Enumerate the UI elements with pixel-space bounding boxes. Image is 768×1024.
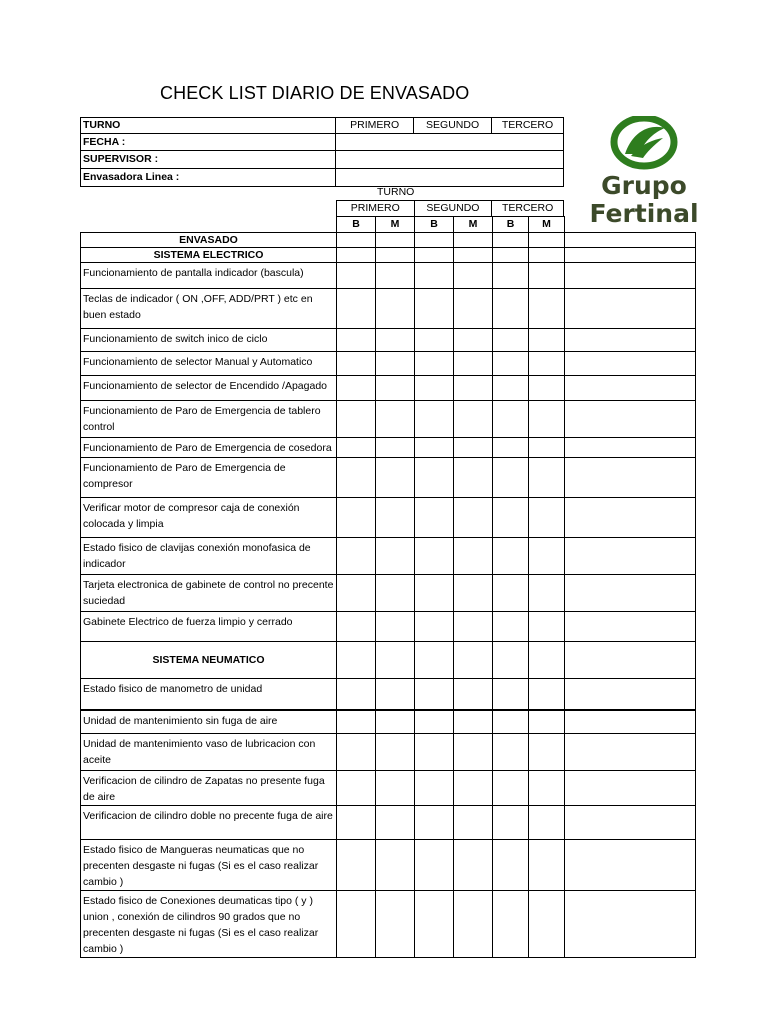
- check-cell[interactable]: [337, 498, 376, 538]
- check-cell[interactable]: [454, 498, 493, 538]
- check-cell[interactable]: [454, 710, 493, 734]
- check-cell[interactable]: [454, 263, 493, 289]
- check-cell[interactable]: [337, 679, 376, 710]
- table-row: [81, 612, 696, 642]
- check-cell[interactable]: [337, 734, 376, 771]
- check-cell[interactable]: [493, 498, 529, 538]
- check-cell[interactable]: [376, 498, 415, 538]
- check-cell[interactable]: [376, 806, 415, 840]
- check-cell[interactable]: [337, 575, 376, 612]
- check-cell[interactable]: [415, 710, 454, 734]
- table-row: [81, 679, 696, 710]
- shift-header-table: [336, 200, 564, 217]
- check-cell[interactable]: [493, 734, 529, 771]
- check-cell[interactable]: [454, 806, 493, 840]
- page-title: CHECK LIST DIARIO DE ENVASADO: [160, 83, 470, 103]
- col-b: B: [415, 217, 454, 233]
- fecha-field[interactable]: [336, 134, 564, 151]
- check-cell[interactable]: [529, 289, 565, 329]
- shift-segundo: SEGUNDO: [414, 118, 492, 134]
- check-cell[interactable]: [493, 575, 529, 612]
- header-table: [80, 117, 564, 187]
- checklist-item-label: Funcionamiento de selector de Encendido /Apagado: [81, 376, 337, 401]
- checklist-table: [80, 216, 696, 958]
- check-cell[interactable]: [454, 376, 493, 401]
- col-b: B: [493, 217, 529, 233]
- check-cell[interactable]: [454, 612, 493, 642]
- shift-tercero-2: TERCERO: [492, 201, 564, 217]
- table-row: [81, 263, 696, 289]
- check-cell[interactable]: [337, 438, 376, 458]
- check-cell[interactable]: [493, 679, 529, 710]
- check-cell[interactable]: [529, 806, 565, 840]
- table-row: [81, 891, 696, 958]
- table-row: [81, 575, 696, 612]
- check-cell[interactable]: [415, 612, 454, 642]
- check-cell[interactable]: [454, 734, 493, 771]
- checklist-item-label: Funcionamiento de Paro de Emergencia de tablero control: [81, 401, 337, 438]
- notes-cell[interactable]: [565, 710, 696, 734]
- envasadora-field[interactable]: [336, 169, 564, 187]
- check-cell[interactable]: [415, 891, 454, 958]
- checklist-item-label: Verificacion de cilindro de Zapatas no presente fuga de aire: [81, 771, 337, 806]
- checklist-item-label: Tarjeta electronica de gabinete de control no precente suciedad: [81, 575, 337, 612]
- table-row: [81, 376, 696, 401]
- shift-primero: PRIMERO: [336, 118, 414, 134]
- check-cell[interactable]: [376, 538, 415, 575]
- check-cell[interactable]: [337, 612, 376, 642]
- table-row: [81, 840, 696, 891]
- check-cell[interactable]: [337, 840, 376, 891]
- check-cell[interactable]: [337, 329, 376, 352]
- check-cell[interactable]: [415, 679, 454, 710]
- check-cell[interactable]: [529, 401, 565, 438]
- table-row: [81, 438, 696, 458]
- notes-cell[interactable]: [565, 771, 696, 806]
- check-cell[interactable]: [454, 329, 493, 352]
- check-cell[interactable]: [454, 458, 493, 498]
- check-cell[interactable]: [337, 376, 376, 401]
- check-cell[interactable]: [337, 891, 376, 958]
- check-cell[interactable]: [337, 458, 376, 498]
- check-cell[interactable]: [529, 679, 565, 710]
- check-cell[interactable]: [454, 840, 493, 891]
- checklist-item-label: Funcionamiento de selector Manual y Automatico: [81, 352, 337, 376]
- col-b: B: [337, 217, 376, 233]
- check-cell[interactable]: [529, 612, 565, 642]
- check-cell[interactable]: [337, 401, 376, 438]
- notes-cell[interactable]: [565, 575, 696, 612]
- check-cell[interactable]: [493, 376, 529, 401]
- checklist-item-label: Estado fisico de Conexiones deumaticas tipo ( y ) union , conexión de cilindros 90 grados que no precenten desgaste ni fugas (Si es el caso realizar cambio ): [81, 891, 337, 958]
- check-cell[interactable]: [376, 679, 415, 710]
- check-cell[interactable]: [493, 771, 529, 806]
- check-cell[interactable]: [415, 498, 454, 538]
- check-cell[interactable]: [337, 263, 376, 289]
- check-cell[interactable]: [376, 329, 415, 352]
- check-cell[interactable]: [529, 771, 565, 806]
- check-cell[interactable]: [337, 771, 376, 806]
- check-cell[interactable]: [376, 840, 415, 891]
- check-cell[interactable]: [337, 806, 376, 840]
- check-cell[interactable]: [337, 289, 376, 329]
- table-row: [81, 710, 696, 734]
- check-cell[interactable]: [529, 891, 565, 958]
- checklist-item-label: Teclas de indicador ( ON ,OFF, ADD/PRT ) etc en buen estado: [81, 289, 337, 329]
- table-row: [81, 458, 696, 498]
- section-envasado: ENVASADO: [81, 233, 337, 248]
- check-cell[interactable]: [415, 538, 454, 575]
- check-cell[interactable]: [415, 401, 454, 438]
- table-row: [81, 329, 696, 352]
- table-row: [81, 289, 696, 329]
- check-cell[interactable]: [415, 734, 454, 771]
- shift-tercero: TERCERO: [492, 118, 564, 134]
- turno-label: TURNO: [81, 118, 336, 134]
- check-cell[interactable]: [376, 401, 415, 438]
- check-cell[interactable]: [529, 376, 565, 401]
- checklist-item-label: Unidad de mantenimiento vaso de lubricacion con aceite: [81, 734, 337, 771]
- notes-cell[interactable]: [565, 734, 696, 771]
- check-cell[interactable]: [529, 263, 565, 289]
- check-cell[interactable]: [529, 438, 565, 458]
- notes-cell[interactable]: [565, 891, 696, 958]
- check-cell[interactable]: [376, 263, 415, 289]
- supervisor-field[interactable]: [336, 151, 564, 169]
- check-cell[interactable]: [376, 771, 415, 806]
- checklist-item-label: Verificacion de cilindro doble no precente fuga de aire: [81, 806, 337, 840]
- check-cell[interactable]: [415, 376, 454, 401]
- check-cell[interactable]: [454, 538, 493, 575]
- checklist-item-label: Funcionamiento de Paro de Emergencia de cosedora: [81, 438, 337, 458]
- check-cell[interactable]: [529, 538, 565, 575]
- check-cell[interactable]: [415, 458, 454, 498]
- notes-cell[interactable]: [565, 679, 696, 710]
- section-neumatico: SISTEMA NEUMATICO: [81, 642, 337, 679]
- notes-cell[interactable]: [565, 352, 696, 376]
- notes-cell[interactable]: [565, 538, 696, 575]
- envasadora-label: Envasadora Linea :: [81, 169, 336, 187]
- notes-cell[interactable]: [565, 376, 696, 401]
- check-cell[interactable]: [454, 438, 493, 458]
- col-m: M: [376, 217, 415, 233]
- logo-text-fertinal: Fertinal: [589, 199, 699, 228]
- notes-cell[interactable]: [565, 438, 696, 458]
- table-row: [81, 734, 696, 771]
- checklist-item-label: Estado fisico de clavijas conexión monofasica de indicador: [81, 538, 337, 575]
- check-cell[interactable]: [415, 263, 454, 289]
- check-cell[interactable]: [415, 352, 454, 376]
- checklist-item-label: Funcionamiento de switch inico de ciclo: [81, 329, 337, 352]
- checklist-item-label: Gabinete Electrico de fuerza limpio y cerrado: [81, 612, 337, 642]
- check-cell[interactable]: [337, 352, 376, 376]
- check-cell[interactable]: [493, 891, 529, 958]
- check-cell[interactable]: [376, 289, 415, 329]
- check-cell[interactable]: [415, 329, 454, 352]
- check-cell[interactable]: [529, 458, 565, 498]
- supervisor-label: SUPERVISOR :: [81, 151, 336, 169]
- check-cell[interactable]: [493, 352, 529, 376]
- col-m: M: [529, 217, 565, 233]
- check-cell[interactable]: [529, 498, 565, 538]
- table-row: [81, 352, 696, 376]
- check-cell[interactable]: [529, 575, 565, 612]
- table-row: [81, 498, 696, 538]
- check-cell[interactable]: [337, 710, 376, 734]
- check-cell[interactable]: [415, 806, 454, 840]
- turno-subheader: TURNO: [377, 186, 415, 198]
- check-cell[interactable]: [376, 376, 415, 401]
- notes-cell[interactable]: [565, 498, 696, 538]
- check-cell[interactable]: [529, 329, 565, 352]
- check-cell[interactable]: [376, 458, 415, 498]
- check-cell[interactable]: [337, 538, 376, 575]
- check-cell[interactable]: [415, 289, 454, 329]
- notes-cell[interactable]: [565, 612, 696, 642]
- check-cell[interactable]: [529, 352, 565, 376]
- notes-cell[interactable]: [565, 289, 696, 329]
- leaf-globe-icon: [609, 116, 679, 172]
- check-cell[interactable]: [376, 891, 415, 958]
- shift-segundo-2: SEGUNDO: [414, 201, 492, 217]
- check-cell[interactable]: [376, 612, 415, 642]
- check-cell[interactable]: [454, 401, 493, 438]
- table-row: [81, 771, 696, 806]
- check-cell[interactable]: [493, 458, 529, 498]
- check-cell[interactable]: [454, 575, 493, 612]
- checklist-item-label: Verificar motor de compresor caja de conexión colocada y limpia: [81, 498, 337, 538]
- check-cell[interactable]: [415, 575, 454, 612]
- notes-cell[interactable]: [565, 840, 696, 891]
- check-cell[interactable]: [529, 734, 565, 771]
- check-cell[interactable]: [493, 263, 529, 289]
- table-row: [81, 401, 696, 438]
- section-electrico: SISTEMA ELECTRICO: [81, 248, 337, 263]
- check-cell[interactable]: [454, 771, 493, 806]
- notes-cell[interactable]: [565, 329, 696, 352]
- checklist-item-label: Funcionamiento de pantalla indicador (bascula): [81, 263, 337, 289]
- check-cell[interactable]: [376, 734, 415, 771]
- check-cell[interactable]: [493, 710, 529, 734]
- check-cell[interactable]: [376, 575, 415, 612]
- checklist-item-label: Funcionamiento de Paro de Emergencia de compresor: [81, 458, 337, 498]
- check-cell[interactable]: [415, 438, 454, 458]
- check-cell[interactable]: [376, 710, 415, 734]
- check-cell[interactable]: [376, 352, 415, 376]
- check-cell[interactable]: [493, 538, 529, 575]
- check-cell[interactable]: [415, 840, 454, 891]
- table-row: [81, 806, 696, 840]
- fecha-label: FECHA :: [81, 134, 336, 151]
- notes-cell[interactable]: [565, 401, 696, 438]
- check-cell[interactable]: [454, 891, 493, 958]
- check-cell[interactable]: [493, 289, 529, 329]
- check-cell[interactable]: [493, 438, 529, 458]
- check-cell[interactable]: [493, 840, 529, 891]
- table-row: [81, 538, 696, 575]
- check-cell[interactable]: [493, 806, 529, 840]
- check-cell[interactable]: [454, 289, 493, 329]
- grupo-fertinal-logo: [588, 112, 700, 238]
- check-cell[interactable]: [376, 438, 415, 458]
- check-cell[interactable]: [415, 771, 454, 806]
- checklist-item-label: Estado fisico de manometro de unidad: [81, 679, 337, 710]
- check-cell[interactable]: [529, 840, 565, 891]
- checklist-item-label: Unidad de mantenimiento sin fuga de aire: [81, 710, 337, 734]
- shift-primero-2: PRIMERO: [337, 201, 415, 217]
- check-cell[interactable]: [493, 612, 529, 642]
- check-cell[interactable]: [454, 352, 493, 376]
- check-cell[interactable]: [454, 679, 493, 710]
- col-m: M: [454, 217, 493, 233]
- notes-cell[interactable]: [565, 806, 696, 840]
- notes-cell[interactable]: [565, 458, 696, 498]
- notes-cell[interactable]: [565, 263, 696, 289]
- check-cell[interactable]: [493, 329, 529, 352]
- check-cell[interactable]: [493, 401, 529, 438]
- check-cell[interactable]: [529, 710, 565, 734]
- logo-text-grupo: Grupo: [601, 171, 687, 200]
- checklist-item-label: Estado fisico de Mangueras neumaticas que no precenten desgaste ni fugas (Si es el caso realizar cambio ): [81, 840, 337, 891]
